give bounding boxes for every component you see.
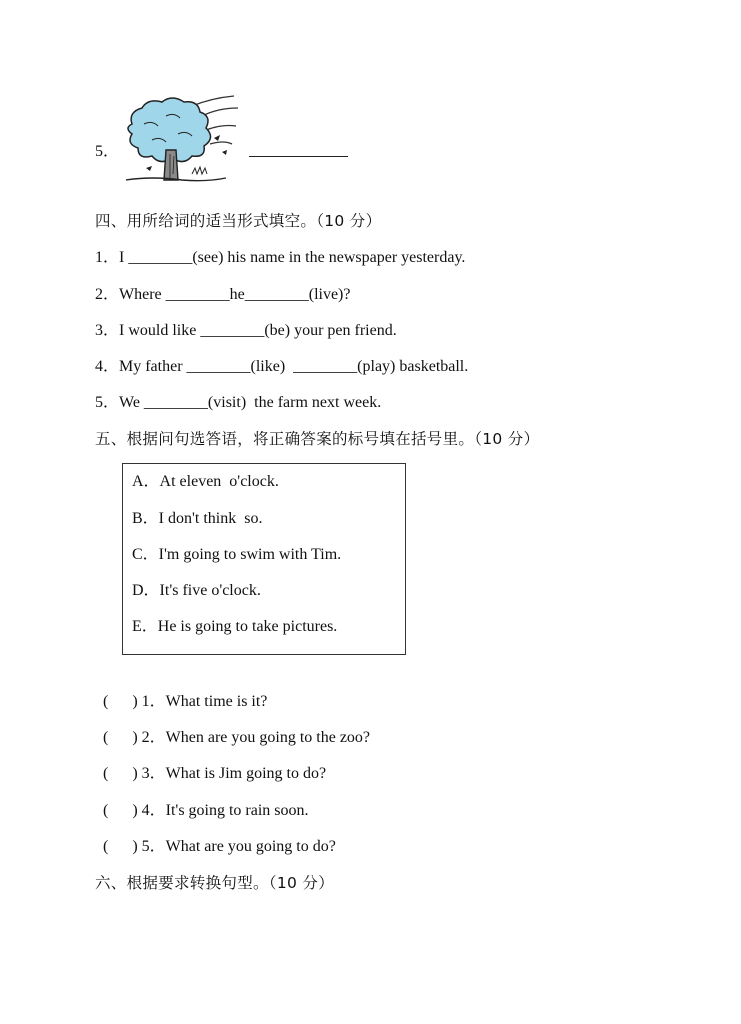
answer-blank-5[interactable]	[249, 156, 348, 157]
s4-item-4: 4．My father ________(like) ________(play) basketball.	[95, 358, 469, 375]
question-5-number: 5．	[95, 143, 120, 160]
option-e: E．He is going to take pictures.	[132, 618, 338, 635]
section-6-title: 六、根据要求转换句型。（10 分）	[95, 874, 335, 892]
section-5-title: 五、根据问句选答语，将正确答案的标号填在括号里。（10 分）	[95, 430, 540, 448]
s4-item-1: 1．I ________(see) his name in the newspaper yesterday.	[95, 249, 466, 266]
s5-question-5: ( ) 5．What are you going to do?	[103, 838, 336, 855]
s5-question-2: ( ) 2．When are you going to the zoo?	[103, 729, 371, 746]
s4-item-5: 5．We ________(visit) the farm next week.	[95, 394, 382, 411]
section-4-title: 四、用所给词的适当形式填空。（10 分）	[95, 212, 382, 230]
s4-item-3: 3．I would like ________(be) your pen friend.	[95, 322, 397, 339]
option-c: C．I'm going to swim with Tim.	[132, 546, 342, 563]
s4-item-2: 2．Where ________he________(live)?	[95, 286, 351, 303]
s5-question-4: ( ) 4．It's going to rain soon.	[103, 802, 309, 819]
s5-question-3: ( ) 3．What is Jim going to do?	[103, 765, 327, 782]
s5-question-1: ( ) 1．What time is it?	[103, 693, 268, 710]
option-d: D．It's five o'clock.	[132, 582, 261, 599]
windy-tree-illustration	[122, 94, 240, 190]
option-a: A．At eleven o'clock.	[132, 473, 279, 490]
answer-options-box	[122, 463, 406, 655]
option-b: B．I don't think so.	[132, 510, 263, 527]
